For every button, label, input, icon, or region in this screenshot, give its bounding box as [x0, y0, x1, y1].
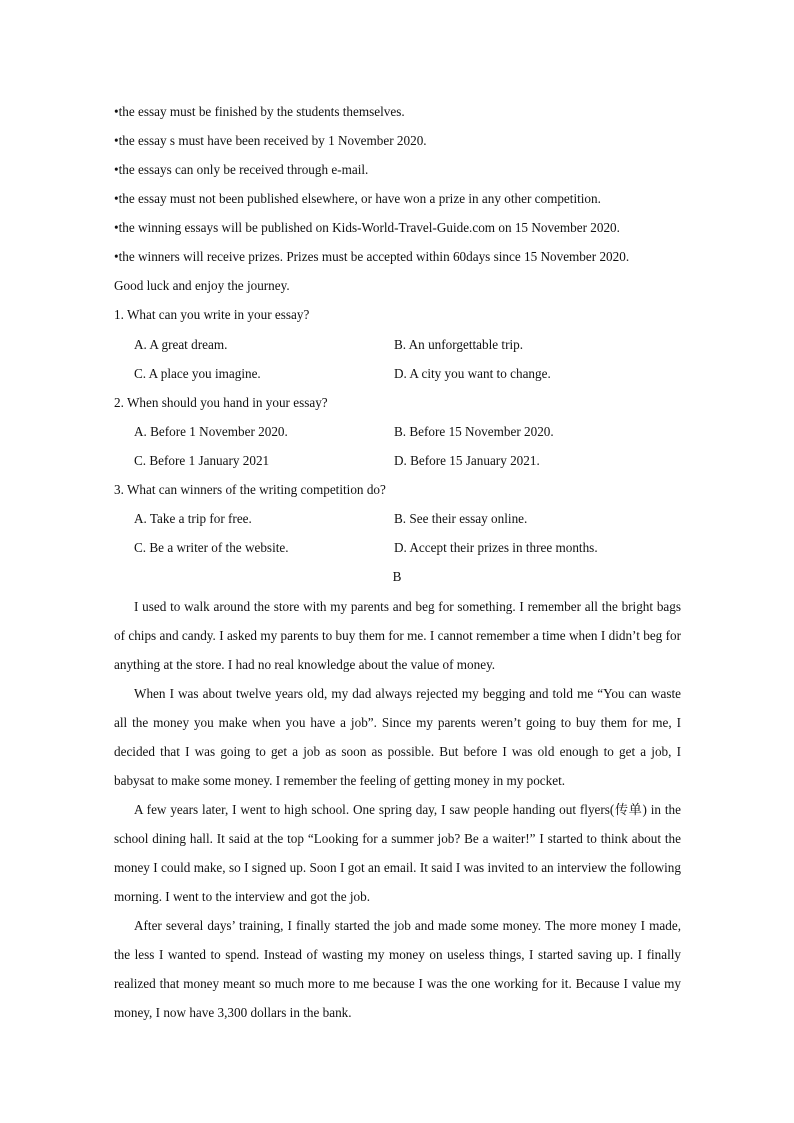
question-stem: 2. When should you hand in your essay? [114, 395, 328, 410]
option-a: A. A great dream. [134, 337, 228, 352]
option-a: A. Take a trip for free. [134, 511, 252, 526]
option-c: C. A place you imagine. [134, 366, 261, 381]
passage-paragraph: A few years later, I went to high school. One spring day, I saw people handing out flyers(传单) in the school dining hall. It said at the top “Looking for a summer job? Be a waiter!” I started to think about the money I could make, so I signed up. Soon I got an email. It said I was invited to an interview the following morning. I went to the interview and got the job. [114, 802, 681, 904]
closing-line: Good luck and enjoy the journey. [114, 278, 290, 293]
option-a: A. Before 1 November 2020. [134, 424, 288, 439]
rule-item: •the essays can only be received through e-mail. [114, 162, 369, 177]
section-label: B [392, 569, 402, 584]
rule-item: •the winners will receive prizes. Prizes must be accepted within 60days since 15 November 2020. [114, 249, 630, 264]
option-b: B. Before 15 November 2020. [394, 424, 554, 439]
rule-item: •the essay must be finished by the students themselves. [114, 104, 405, 119]
rule-item: •the winning essays will be published on Kids-World-Travel-Guide.com on 15 November 2020. [114, 220, 620, 235]
passage-paragraph: After several days’ training, I finally started the job and made some money. The more money I made, the less I wanted to spend. Instead of wasting my money on useless things, I started saving up. I finally realized that money meant so much more to me because I was the one working for it. Because I value my money, I now have 3,300 dollars in the bank. [114, 918, 681, 1020]
passage-paragraph: When I was about twelve years old, my dad always rejected my begging and told me “You can waste all the money you make when you have a job”. Since my parents weren’t going to buy them for me, I decided that I was going to get a job as soon as possible. But before I was old enough to get a job, I babysat to make some money. I remember the feeling of getting money in my pocket. [114, 686, 681, 788]
option-c: C. Be a writer of the website. [134, 540, 289, 555]
option-d: D. A city you want to change. [394, 366, 551, 381]
option-d: D. Before 15 January 2021. [394, 453, 540, 468]
question-stem: 1. What can you write in your essay? [114, 307, 310, 322]
passage-paragraph: I used to walk around the store with my parents and beg for something. I remember all the bright bags of chips and candy. I asked my parents to buy them for me. I cannot remember a time when I didn’t beg for anything at the store. I had no real knowledge about the value of money. [114, 599, 681, 672]
rule-item: •the essay must not been published elsewhere, or have won a prize in any other competition. [114, 191, 601, 206]
option-b: B. An unforgettable trip. [394, 337, 524, 352]
question-stem: 3. What can winners of the writing competition do? [114, 482, 386, 497]
rule-item: •the essay s must have been received by 1 November 2020. [114, 133, 427, 148]
option-c: C. Before 1 January 2021 [134, 453, 270, 468]
option-d: D. Accept their prizes in three months. [394, 540, 598, 555]
option-b: B. See their essay online. [394, 511, 528, 526]
